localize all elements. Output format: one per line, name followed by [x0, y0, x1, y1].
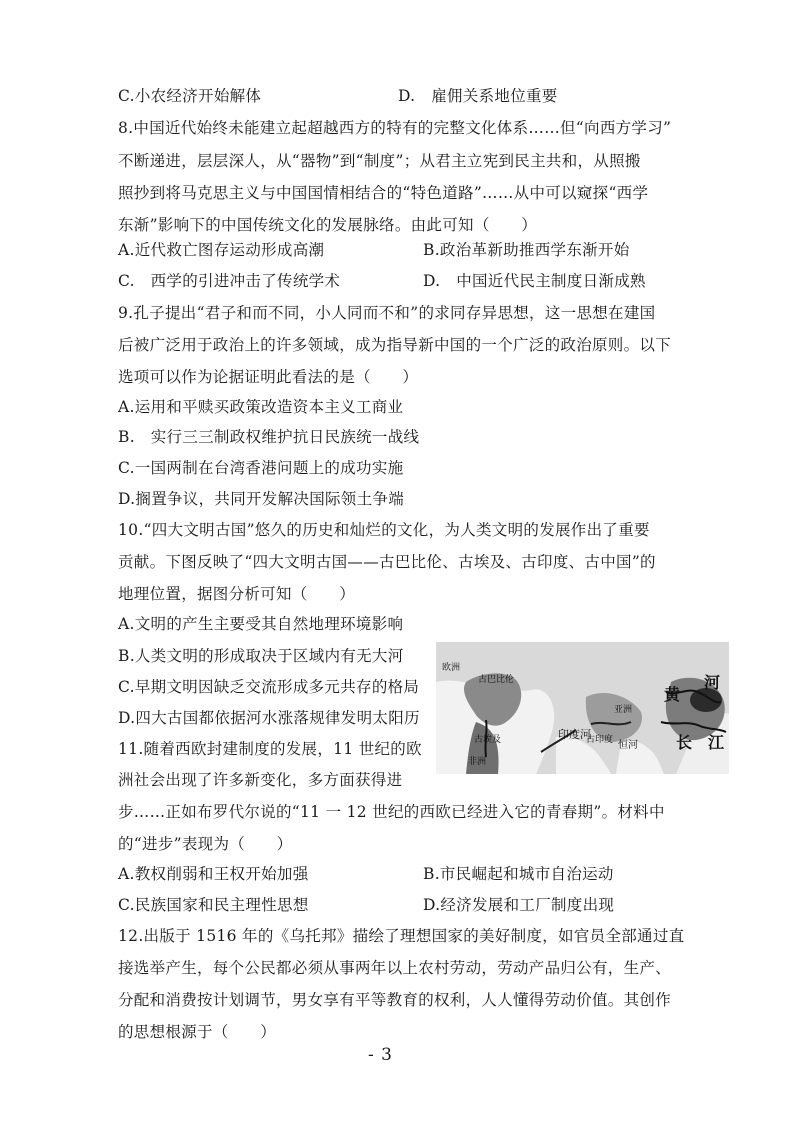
label-jiang: 江 [708, 733, 725, 752]
label-yellow: 黄 [664, 685, 681, 704]
q8-stem-line: 8.中国近代始终未能建立起超越西方的特有的完整文化体系……但“向西方学习” [118, 119, 672, 137]
q12-stem-line: 分配和消费按计划调节，男女享有平等教育的权利，人人懂得劳动价值。其创作 [118, 991, 672, 1009]
q12-stem-line: 的思想根源于（ ） [118, 1023, 277, 1041]
q8-option-d: D. 中国近代民主制度日渐成熟 [423, 272, 646, 290]
ancient-civilizations-map [436, 642, 729, 774]
q8-option-b: B.政治革新助推西学东渐开始 [423, 241, 630, 259]
q10-option-a: A.文明的产生主要受其自然地理环境影响 [118, 615, 404, 633]
q9-option-d: D.搁置争议，共同开发解决国际领土争端 [118, 490, 405, 508]
q9-stem-line: 后被广泛用于政治上的许多领域，成为指导新中国的一个广泛的政治原则。以下 [118, 336, 672, 354]
label-long: 长 [676, 733, 693, 752]
q11-stem-line: 洲社会出现了许多新变化，多方面获得进 [118, 771, 403, 789]
q9-stem-line: 选项可以作为论据证明此看法的是（ ） [118, 368, 419, 386]
page-number: - 3 [368, 1045, 393, 1065]
q8-option-a: A.近代救亡图存运动形成高潮 [118, 241, 325, 259]
q11-stem-line: 的“进步”表现为（ ） [118, 835, 293, 853]
label-africa: 非洲 [468, 757, 487, 767]
label-asia: 亚洲 [614, 705, 633, 715]
label-babylon: 古巴比伦 [478, 675, 515, 685]
q10-option-b: B.人类文明的形成取决于区域内有无大河 [118, 647, 404, 665]
q12-stem-line: 接选举产生，每个公民都必须从事两年以上农村劳动，劳动产品归公有，生产、 [118, 959, 672, 977]
q11-stem-line: 步……正如布罗代尔说的“11 一 12 世纪的西欧已经进入它的青春期”。材料中 [118, 803, 665, 821]
q10-option-c: C.早期文明因缺乏交流形成多元共存的格局 [118, 678, 420, 696]
map-graphic [436, 642, 729, 774]
q11-option-b: B.市民崛起和城市自治运动 [423, 865, 614, 883]
q11-option-c: C.民族国家和民主理性思想 [118, 896, 309, 914]
label-river: 河 [704, 673, 721, 692]
q12-stem-line: 12.出版于 1516 年的《乌托邦》描绘了理想国家的美好制度，如官员全部通过直 [118, 927, 685, 945]
q9-stem-line: 9.孔子提出“君子和而不同，小人同而不和”的求同存异思想，这一思想在建国 [118, 304, 656, 322]
q11-option-a: A.教权削弱和王权开始加强 [118, 865, 309, 883]
label-indus: 印度河 [558, 728, 591, 741]
q7-option-d: D. 雇佣关系地位重要 [398, 87, 558, 105]
label-egypt: 古埃及 [474, 735, 502, 745]
q10-option-d: D.四大古国都依据河水涨落规律发明太阳历 [118, 709, 420, 727]
q11-option-d: D.经济发展和工厂制度出现 [423, 896, 615, 914]
q8-stem-line: 照抄到将马克思主义与中国国情相结合的“特色道路”……从中可以窥探“西学 [118, 184, 649, 202]
q8-stem-line: 不断递进，层层深人，从“器物”到“制度”；从君主立宪到民主共和，从照搬 [118, 152, 641, 170]
q9-option-c: C.一国两制在台湾香港问题上的成功实施 [118, 459, 404, 477]
q8-stem-line: 东渐”影响下的中国传统文化的发展脉络。由此可知（ ） [118, 216, 538, 234]
q10-stem-line: 地理位置，据图分析可知（ ） [118, 585, 356, 603]
q8-option-c: C. 西学的引进冲击了传统学术 [118, 272, 341, 290]
label-ancient-india: 古印度 [586, 735, 614, 745]
q11-stem-line: 11.随着西欧封建制度的发展，11 世纪的欧 [118, 740, 422, 758]
q9-option-a: A.运用和平赎买政策改造资本主义工商业 [118, 398, 404, 416]
q10-stem-line: 10.“四大文明古国”悠久的历史和灿烂的文化，为人类文明的发展作出了重要 [118, 521, 650, 539]
q9-option-b: B. 实行三三制政权维护抗日民族统一战线 [118, 428, 420, 446]
q7-option-c: C.小农经济开始解体 [118, 87, 262, 105]
label-ganges: 恒河 [618, 740, 638, 751]
label-europe: 欧洲 [442, 663, 461, 673]
q10-stem-line: 贡献。下图反映了“四大文明古国——古巴比伦、古埃及、古印度、古中国”的 [118, 553, 656, 571]
